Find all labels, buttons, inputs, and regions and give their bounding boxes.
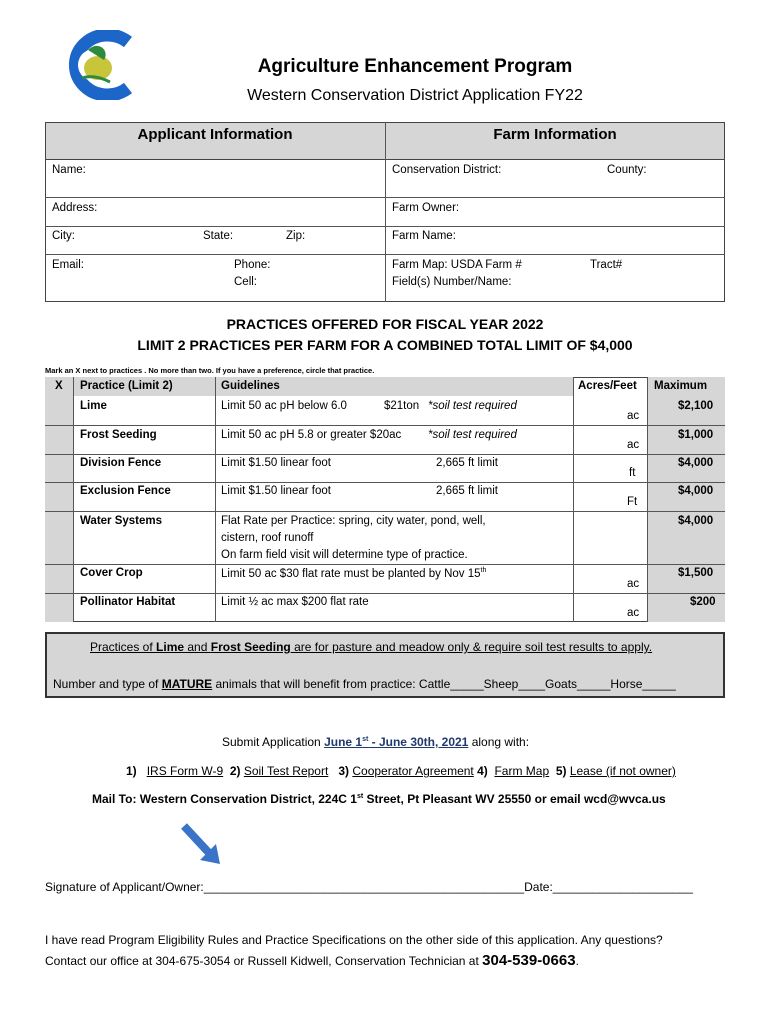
footer-line-2 bbox=[45, 952, 579, 969]
doc-cooperator: Cooperator Agreement bbox=[352, 764, 474, 778]
practices-heading: PRACTICES OFFERED FOR FISCAL YEAR 2022 bbox=[226, 316, 544, 332]
mail-b: Street, Pt Pleasant WV 25550 or email wcd@wvca.us bbox=[363, 792, 666, 806]
state-label: State: bbox=[203, 230, 234, 242]
guideline-text: 2,665 ft limit bbox=[436, 485, 498, 497]
col-practice-header: Practice (Limit 2) bbox=[80, 380, 173, 392]
max-value: $200 bbox=[690, 596, 716, 608]
divider bbox=[45, 482, 725, 483]
notice-text: are for pasture and meadow only & require soil test results to apply. bbox=[290, 640, 653, 654]
submit-date-sup: st bbox=[362, 736, 369, 743]
doc-num: 1) bbox=[126, 764, 137, 778]
notice-lime: Lime bbox=[156, 640, 185, 654]
animals-line bbox=[53, 677, 676, 691]
guideline-text: $21ton bbox=[384, 400, 420, 412]
doc-num: 5) bbox=[555, 764, 567, 778]
doc-soil-test: Soil Test Report bbox=[243, 764, 329, 778]
doc-irs-form: IRS Form W-9 bbox=[146, 764, 224, 778]
divider bbox=[45, 511, 725, 512]
divider bbox=[73, 377, 74, 622]
practice-name: Division Fence bbox=[80, 457, 162, 469]
max-value: $4,000 bbox=[678, 457, 714, 469]
submit-date-b: - June 30th, 2021 bbox=[368, 735, 469, 749]
page-title: Agriculture Enhancement Program bbox=[257, 56, 573, 77]
notice-frost: Frost Seeding bbox=[210, 640, 291, 654]
name-label: Name: bbox=[52, 164, 86, 176]
col-guidelines-header: Guidelines bbox=[221, 380, 280, 392]
practice-name: Cover Crop bbox=[80, 567, 143, 579]
applicant-heading: Applicant Information bbox=[137, 126, 293, 143]
mail-a: Mail To: Western Conservation District, 224C 1 bbox=[92, 792, 357, 806]
guideline-main: Limit 50 ac $30 flat rate must be planted by Nov 15 bbox=[221, 567, 481, 580]
mail-sup: st bbox=[356, 793, 364, 800]
county-label: County: bbox=[607, 164, 647, 176]
footer-line-1: I have read Program Eligibility Rules and Practice Specifications on the other side of this application. Any questions? bbox=[45, 933, 663, 947]
notice-text: and bbox=[184, 640, 211, 654]
guideline-text: 2,665 ft limit bbox=[436, 457, 498, 469]
farm-name-label: Farm Name: bbox=[392, 230, 456, 242]
animals-text: animals that will benefit from practice: Cattle_____Sheep____Goats_____Horse_____ bbox=[212, 677, 676, 691]
doc-num: 4) bbox=[477, 764, 488, 778]
guideline-text: *soil test required bbox=[428, 400, 517, 412]
divider bbox=[385, 122, 386, 302]
notice-line bbox=[90, 640, 652, 654]
x-column bbox=[45, 377, 73, 622]
practice-name: Water Systems bbox=[80, 515, 163, 527]
city-label: City: bbox=[52, 230, 75, 242]
notice-text: Practices of bbox=[90, 640, 157, 654]
divider bbox=[45, 564, 725, 565]
max-value: $4,000 bbox=[678, 485, 714, 497]
practices-limit-heading: LIMIT 2 PRACTICES PER FARM FOR A COMBINED TOTAL LIMIT OF $4,000 bbox=[137, 337, 633, 353]
divider bbox=[647, 377, 648, 622]
page-subtitle: Western Conservation District Application FY22 bbox=[247, 87, 583, 104]
practice-name: Exclusion Fence bbox=[80, 485, 171, 497]
max-value: $1,000 bbox=[678, 429, 714, 441]
practices-note: Mark an X next to practices . No more than two. If you have a preference, circle that practice. bbox=[45, 366, 375, 375]
guideline-sup: th bbox=[480, 567, 487, 574]
footer-contact: Contact our office at 304-675-3054 or Russell Kidwell, Conservation Technician at bbox=[45, 954, 483, 968]
submit-line bbox=[222, 735, 529, 749]
col-acres-header: Acres/Feet bbox=[578, 380, 637, 392]
unit-label: ft bbox=[629, 467, 636, 479]
signature-line: Signature of Applicant/Owner:________________________________________________Date:_____________________ bbox=[45, 880, 693, 894]
animals-text: Number and type of bbox=[53, 677, 162, 691]
doc-num: 2) bbox=[229, 764, 241, 778]
address-label: Address: bbox=[52, 202, 98, 214]
unit-label: Ft bbox=[627, 496, 638, 508]
practice-name: Lime bbox=[80, 400, 107, 412]
farm-heading: Farm Information bbox=[493, 126, 617, 143]
max-value: $1,500 bbox=[678, 567, 714, 579]
divider bbox=[45, 254, 725, 255]
footer-phone: 304-539-0663 bbox=[482, 952, 576, 969]
submit-date bbox=[324, 735, 468, 749]
fields-label: Field(s) Number/Name: bbox=[392, 276, 512, 288]
divider bbox=[45, 593, 725, 594]
guideline-text: Limit ½ ac max $200 flat rate bbox=[221, 596, 369, 608]
submit-date-a: June 1 bbox=[324, 735, 363, 749]
farm-map-label: Farm Map: USDA Farm # bbox=[392, 259, 522, 271]
guideline-text: On farm field visit will determine type of practice. bbox=[221, 549, 468, 561]
max-column bbox=[647, 377, 725, 622]
footer-end: . bbox=[575, 954, 579, 968]
mature-word: MATURE bbox=[161, 677, 213, 691]
guideline-text: Limit $1.50 linear foot bbox=[221, 485, 331, 497]
required-docs bbox=[126, 764, 676, 778]
practices-table bbox=[45, 377, 725, 622]
arrow-down-right-icon bbox=[178, 820, 228, 870]
divider bbox=[573, 377, 574, 622]
max-value: $4,000 bbox=[678, 515, 714, 527]
phone-label: Phone: bbox=[234, 259, 271, 271]
doc-farm-map: Farm Map bbox=[494, 764, 550, 778]
unit-label: ac bbox=[627, 607, 640, 619]
practice-name: Pollinator Habitat bbox=[80, 596, 176, 608]
unit-label: ac bbox=[627, 410, 640, 422]
divider bbox=[45, 454, 725, 455]
zip-label: Zip: bbox=[286, 230, 306, 242]
farm-owner-label: Farm Owner: bbox=[392, 202, 460, 214]
divider bbox=[45, 425, 725, 426]
doc-num: 3) bbox=[338, 764, 350, 778]
guideline-text: Limit $1.50 linear foot bbox=[221, 457, 331, 469]
col-max-header: Maximum bbox=[654, 380, 708, 392]
unit-label: ac bbox=[627, 439, 640, 451]
divider bbox=[45, 197, 725, 198]
practice-name: Frost Seeding bbox=[80, 429, 157, 441]
unit-label: ac bbox=[627, 578, 640, 590]
guideline-text bbox=[221, 567, 486, 580]
doc-lease: Lease (if not owner) bbox=[569, 764, 676, 778]
cell-label: Cell: bbox=[234, 276, 258, 288]
guideline-text: Flat Rate per Practice: spring, city water, pond, well, bbox=[221, 515, 486, 527]
email-label: Email: bbox=[52, 259, 84, 271]
divider bbox=[215, 377, 216, 622]
divider bbox=[45, 226, 725, 227]
tract-label: Tract# bbox=[590, 259, 623, 271]
submit-lead: Submit Application bbox=[222, 735, 325, 749]
col-x-header: X bbox=[55, 380, 63, 392]
mail-to bbox=[92, 792, 666, 806]
guideline-text: *soil test required bbox=[428, 429, 517, 441]
submit-tail: along with: bbox=[468, 735, 530, 749]
guideline-text: Limit 50 ac pH below 6.0 bbox=[221, 400, 347, 412]
district-label: Conservation District: bbox=[392, 164, 502, 176]
max-value: $2,100 bbox=[678, 400, 714, 412]
guideline-text: Limit 50 ac pH 5.8 or greater $20ac bbox=[221, 429, 402, 441]
guideline-text: cistern, roof runoff bbox=[221, 532, 314, 544]
